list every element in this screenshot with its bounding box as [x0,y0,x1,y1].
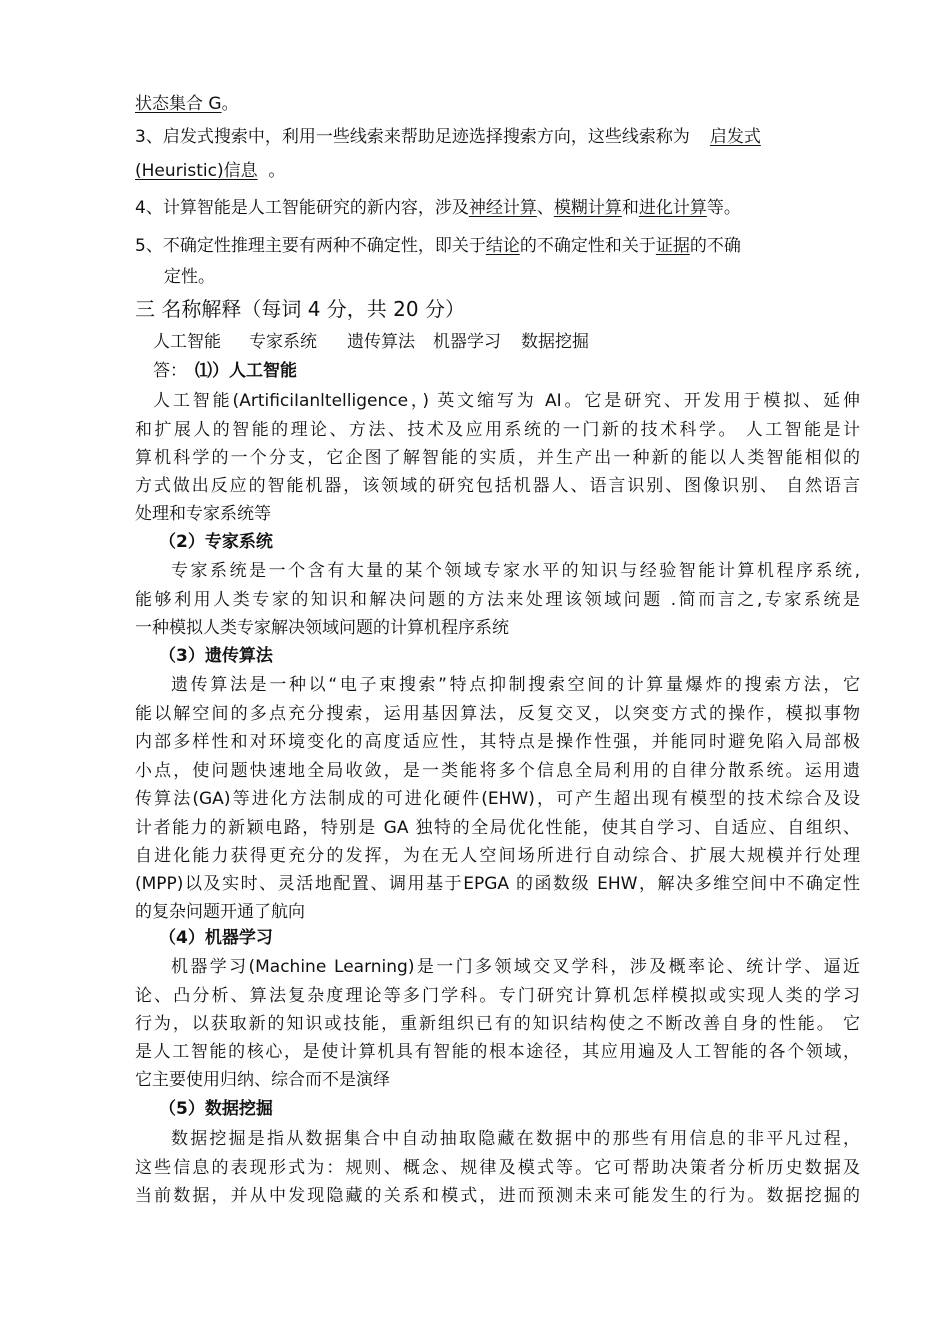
paragraph-line: 能以解空间的多点充分搜索，运用基因算法，反复交叉，以突变方式的操作，模拟事物 [135,704,860,724]
answer-blank: 启发式 [709,127,761,147]
paragraph-line: 这些信息的表现形式为：规则、概念、规律及模式等。它可帮助决策者分析历史数据及 [135,1158,860,1178]
answer-heading-5: （5）数据挖掘 [159,1099,273,1119]
paragraph-line: 内部多样性和对环境变化的高度适应性，其特点是操作性强，并能同时避免陷入局部极 [135,732,860,752]
paragraph-line: 的复杂问题开通了航向 [135,902,305,922]
paragraph-line: 当前数据，并从中发现隐藏的关系和模式，进而预测未来可能发生的行为。数据挖掘的 [135,1186,860,1206]
term: 数据挖掘 [521,332,589,352]
paragraph-line: 它主要使用归纳、综合而不是演绎 [135,1070,390,1090]
answer-heading-3: （3）遗传算法 [159,646,273,666]
section-title: 三 名称解释（每词 4 分，共 20 分） [135,297,465,321]
paragraph-line: 是人工智能的核心，是使计算机具有智能的根本途径，其应用遍及人工智能的各个领域， [135,1042,860,1062]
answer-blank: 模糊计算 [553,198,622,218]
answer-blank: 进化计算 [638,198,707,218]
answer-heading-2: （2）专家系统 [159,532,273,552]
paragraph-line: 能够利用人类专家的知识和解决问题的方法来处理该领域问题 .简而言之,专家系统是 [135,590,860,610]
answer-heading-4: （4）机器学习 [159,928,273,948]
paragraph-line: 专家系统是一个含有大量的某个领域专家水平的知识与经验智能计算机程序系统, [171,561,860,581]
answer-heading-1: 答： ⑴）人工智能 [153,361,297,381]
paragraph-line: 处理和专家系统等 [135,504,271,524]
answer-blank: 神经计算 [468,198,537,218]
paragraph-line: 行为，以获取新的知识或技能，重新组织已有的知识结构使之不断改善自身的性能。 它 [135,1014,860,1034]
paragraph-line: 论、凸分析、算法复杂度理论等多门学科。专门研究计算机怎样模拟或实现人类的学习 [135,986,860,1006]
paragraph-line: 遗传算法是一种以“电子束搜索”特点抑制搜索空间的计算量爆炸的搜索方法，它 [171,675,860,695]
paragraph-line: 方式做出反应的智能机器，该领域的研究包括机器人、语言识别、图像识别、 自然语言 [135,476,860,496]
paragraph-line: 数据挖掘是指从数据集合中自动抽取隐藏在数据中的那些有用信息的非平凡过程， [171,1129,860,1149]
paragraph-line: 算机科学的一个分支，它企图了解智能的实质，并生产出一种新的能以人类智能相似的 [135,448,860,468]
answer-blank: 状态集合 G [135,94,222,114]
question-5-line-1: 5、不确定性推理主要有两种不确定性，即关于结论的不确定性和关于证据的不确 [135,236,741,256]
paragraph-line: 小点，使问题快速地全局收敛，是一类能将多个信息全局利用的自律分散系统。运用遗 [135,761,860,781]
question-3-line-1: 3、启发式搜索中，利用一些线索来帮助足迹选择搜索方向，这些线索称为 启发式 [135,127,761,147]
answer-blank: (Heuristic)信息 [135,161,258,181]
question-3-line-2: (Heuristic)信息 。 [135,161,286,181]
answer-blank: 结论 [485,236,520,256]
paragraph-line: 和扩展人的智能的理论、方法、技术及应用系统的一门新的技术科学。 人工智能是计 [135,420,860,440]
paragraph-line: 一种模拟人类专家解决领域问题的计算机程序系统 [135,618,509,638]
prev-answer-line: 状态集合 G。 [135,94,239,114]
term: 机器学习 [433,332,501,352]
question-4: 4、计算智能是人工智能研究的新内容，涉及神经计算、模糊计算和进化计算等。 [135,198,741,218]
paragraph-line: 传算法(GA)等进化方法制成的可进化硬件(EHW)，可产生超出现有模型的技术综合及设 [135,789,860,809]
terms-list [153,330,589,354]
term: 人工智能 [153,332,221,352]
term: 专家系统 [249,332,317,352]
paragraph-line: (MPP)以及实时、灵活地配置、调用基于EPGA 的函数级 EHW，解决多维空间中不确定性 [135,874,860,894]
answer-blank: 证据 [655,236,690,256]
paragraph-line: 计者能力的新颖电路，特别是 GA 独特的全局优化性能，使其自学习、自适应、自组织、 [135,818,860,838]
paragraph-line: 自进化能力获得更充分的发挥，为在无人空间场所进行自动综合、扩展大规模并行处理 [135,846,860,866]
term: 遗传算法 [347,332,415,352]
question-5-line-2: 定性。 [164,267,215,287]
paragraph-line: 机器学习(Machine Learning)是一门多领域交叉学科，涉及概率论、统计学、逼近 [171,957,860,977]
paragraph-line: 人工智能(ArtificiIanltelligence，) 英文缩写为 AI。它是研究、开发用于模拟、延伸 [153,391,860,411]
